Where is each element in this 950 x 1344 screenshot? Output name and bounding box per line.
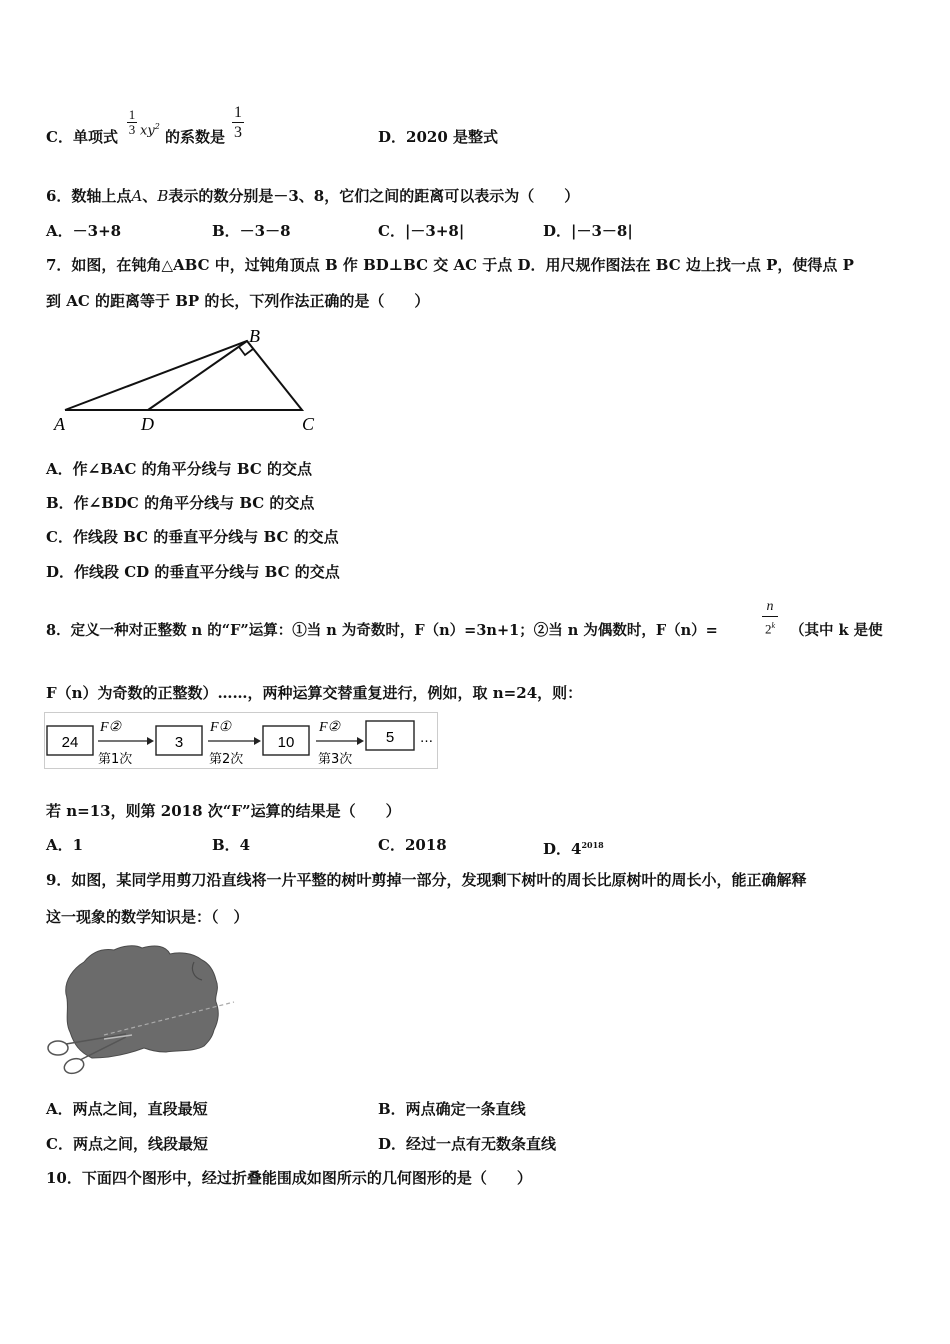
- q6-point-a: A: [131, 187, 143, 205]
- q5-option-c-mid: 的系数是: [165, 128, 226, 146]
- q7-option-d: D．作线段 CD 的垂直平分线与 BC 的交点: [46, 563, 340, 581]
- op-3: F②: [319, 720, 341, 735]
- op-1: F②: [100, 720, 122, 735]
- q7-option-c: C．作线段 BC 的垂直平分线与 BC 的交点: [46, 528, 339, 546]
- q8-option-c: C．2018: [378, 836, 447, 854]
- q8-option-a: A．1: [46, 836, 84, 854]
- q6-stem: 6．数轴上点A、B表示的数分别是－3、8，它们之间的距离可以表示为（ ）: [46, 187, 580, 205]
- q8-fraction-den: 2$^k$: [762, 616, 778, 638]
- q5-coefficient-fraction-num: 1: [234, 104, 242, 121]
- q7-triangle-figure: [50, 322, 330, 438]
- label-c: C: [302, 414, 315, 434]
- value-1: 24: [61, 734, 79, 751]
- q5-monomial-exponent: 2: [154, 122, 160, 131]
- q8-option-d: D．$4^{2018}$: [543, 840, 604, 858]
- q9-stem-line2: 这一现象的数学知识是：（ ）: [46, 908, 249, 926]
- q8-stem-line1-pre: 8．定义一种对正整数 n 的“F”运算：①当 n 为奇数时，F（n）=3n+1；②当 n 为偶数时，F（n）=: [46, 622, 718, 639]
- arrow-1-head: [147, 737, 154, 745]
- q8-question: 若 n=13，则第 2018 次“F”运算的结果是（ ）: [46, 802, 401, 820]
- step-1: 第1次: [98, 752, 133, 767]
- leaf-shape: [66, 946, 218, 1058]
- q9-stem-line1: 9．如图，某同学用剪刀沿直线将一片平整的树叶剪掉一部分，发现剩下树叶的周长比原树叶的周长小，能正确解释: [46, 871, 807, 889]
- q5-option-c: [46, 128, 118, 146]
- q5-coefficient-fraction: [232, 103, 244, 142]
- q5-monomial-fraction-num: 1: [128, 107, 136, 122]
- q7-stem-line1: 7．如图，在钝角△ABC 中，过钝角顶点 B 作 BD⊥BC 交 AC 于点 D．用尺规作图法在 BC 边上找一点 P，使得点 P: [46, 256, 854, 274]
- q5-monomial-term: $xy^2$: [140, 122, 160, 139]
- right-angle-mark: [239, 347, 253, 355]
- q5-option-c-prefix: C．单项式: [46, 128, 118, 146]
- step-2: 第2次: [209, 752, 244, 767]
- arrow-3-head: [357, 737, 364, 745]
- q8-fraction-num: n: [766, 599, 774, 614]
- q6-option-c: C．|－3+8|: [378, 222, 465, 240]
- q9-option-b: B．两点确定一条直线: [378, 1100, 526, 1118]
- q6-option-d: D．|－3－8|: [543, 222, 633, 240]
- value-2: 3: [174, 734, 184, 751]
- q7-stem-line2: 到 AC 的距离等于 BP 的长，下列作法正确的是（ ）: [46, 292, 430, 310]
- q7-option-b: B．作∠BDC 的角平分线与 BC 的交点: [46, 494, 315, 512]
- q5-monomial-fraction-den: 3: [128, 122, 136, 137]
- q9-leaf-scissors-figure: [44, 940, 244, 1080]
- label-d: D: [141, 414, 154, 434]
- q6-option-a: A．－3+8: [46, 222, 122, 240]
- q5-coefficient-fraction-den: 3: [234, 124, 242, 141]
- diagram-ellipsis: …: [420, 731, 433, 746]
- q8-operation-diagram: [44, 712, 439, 770]
- value-3: 10: [277, 734, 295, 751]
- q7-option-a: A．作∠BAC 的角平分线与 BC 的交点: [46, 460, 313, 478]
- q8-fraction: [762, 598, 778, 638]
- segment-bd: [148, 341, 247, 410]
- q10-stem: 10．下面四个图形中，经过折叠能围成如图所示的几何图形的是（ ）: [46, 1169, 532, 1187]
- q9-option-d: D．经过一点有无数条直线: [378, 1135, 557, 1153]
- arrow-2-head: [254, 737, 261, 745]
- value-4: 5: [385, 729, 395, 746]
- q6-point-b: B: [157, 187, 169, 205]
- q8-fraction-den-exp: k: [771, 621, 776, 630]
- q5-option-d: D．2020 是整式: [378, 128, 498, 146]
- q5-monomial-fraction: [127, 108, 137, 137]
- step-3: 第3次: [318, 752, 353, 767]
- q8-stem-line1-post: （其中 k 是使: [790, 622, 883, 639]
- q8-stem-line2: F（n）为奇数的正整数）……，两种运算交替重复进行，例如，取 n=24，则：: [46, 684, 583, 702]
- label-b: B: [249, 326, 260, 346]
- op-2: F①: [210, 720, 232, 735]
- label-a: A: [54, 414, 65, 434]
- q9-option-c: C．两点之间，线段最短: [46, 1135, 208, 1153]
- q6-option-b: B．－3－8: [212, 222, 291, 240]
- triangle-sides: [65, 341, 302, 410]
- q8-option-d-exponent: 2018: [581, 840, 604, 850]
- q9-option-a: A．两点之间，直段最短: [46, 1100, 208, 1118]
- q8-option-b: B．4: [212, 836, 251, 854]
